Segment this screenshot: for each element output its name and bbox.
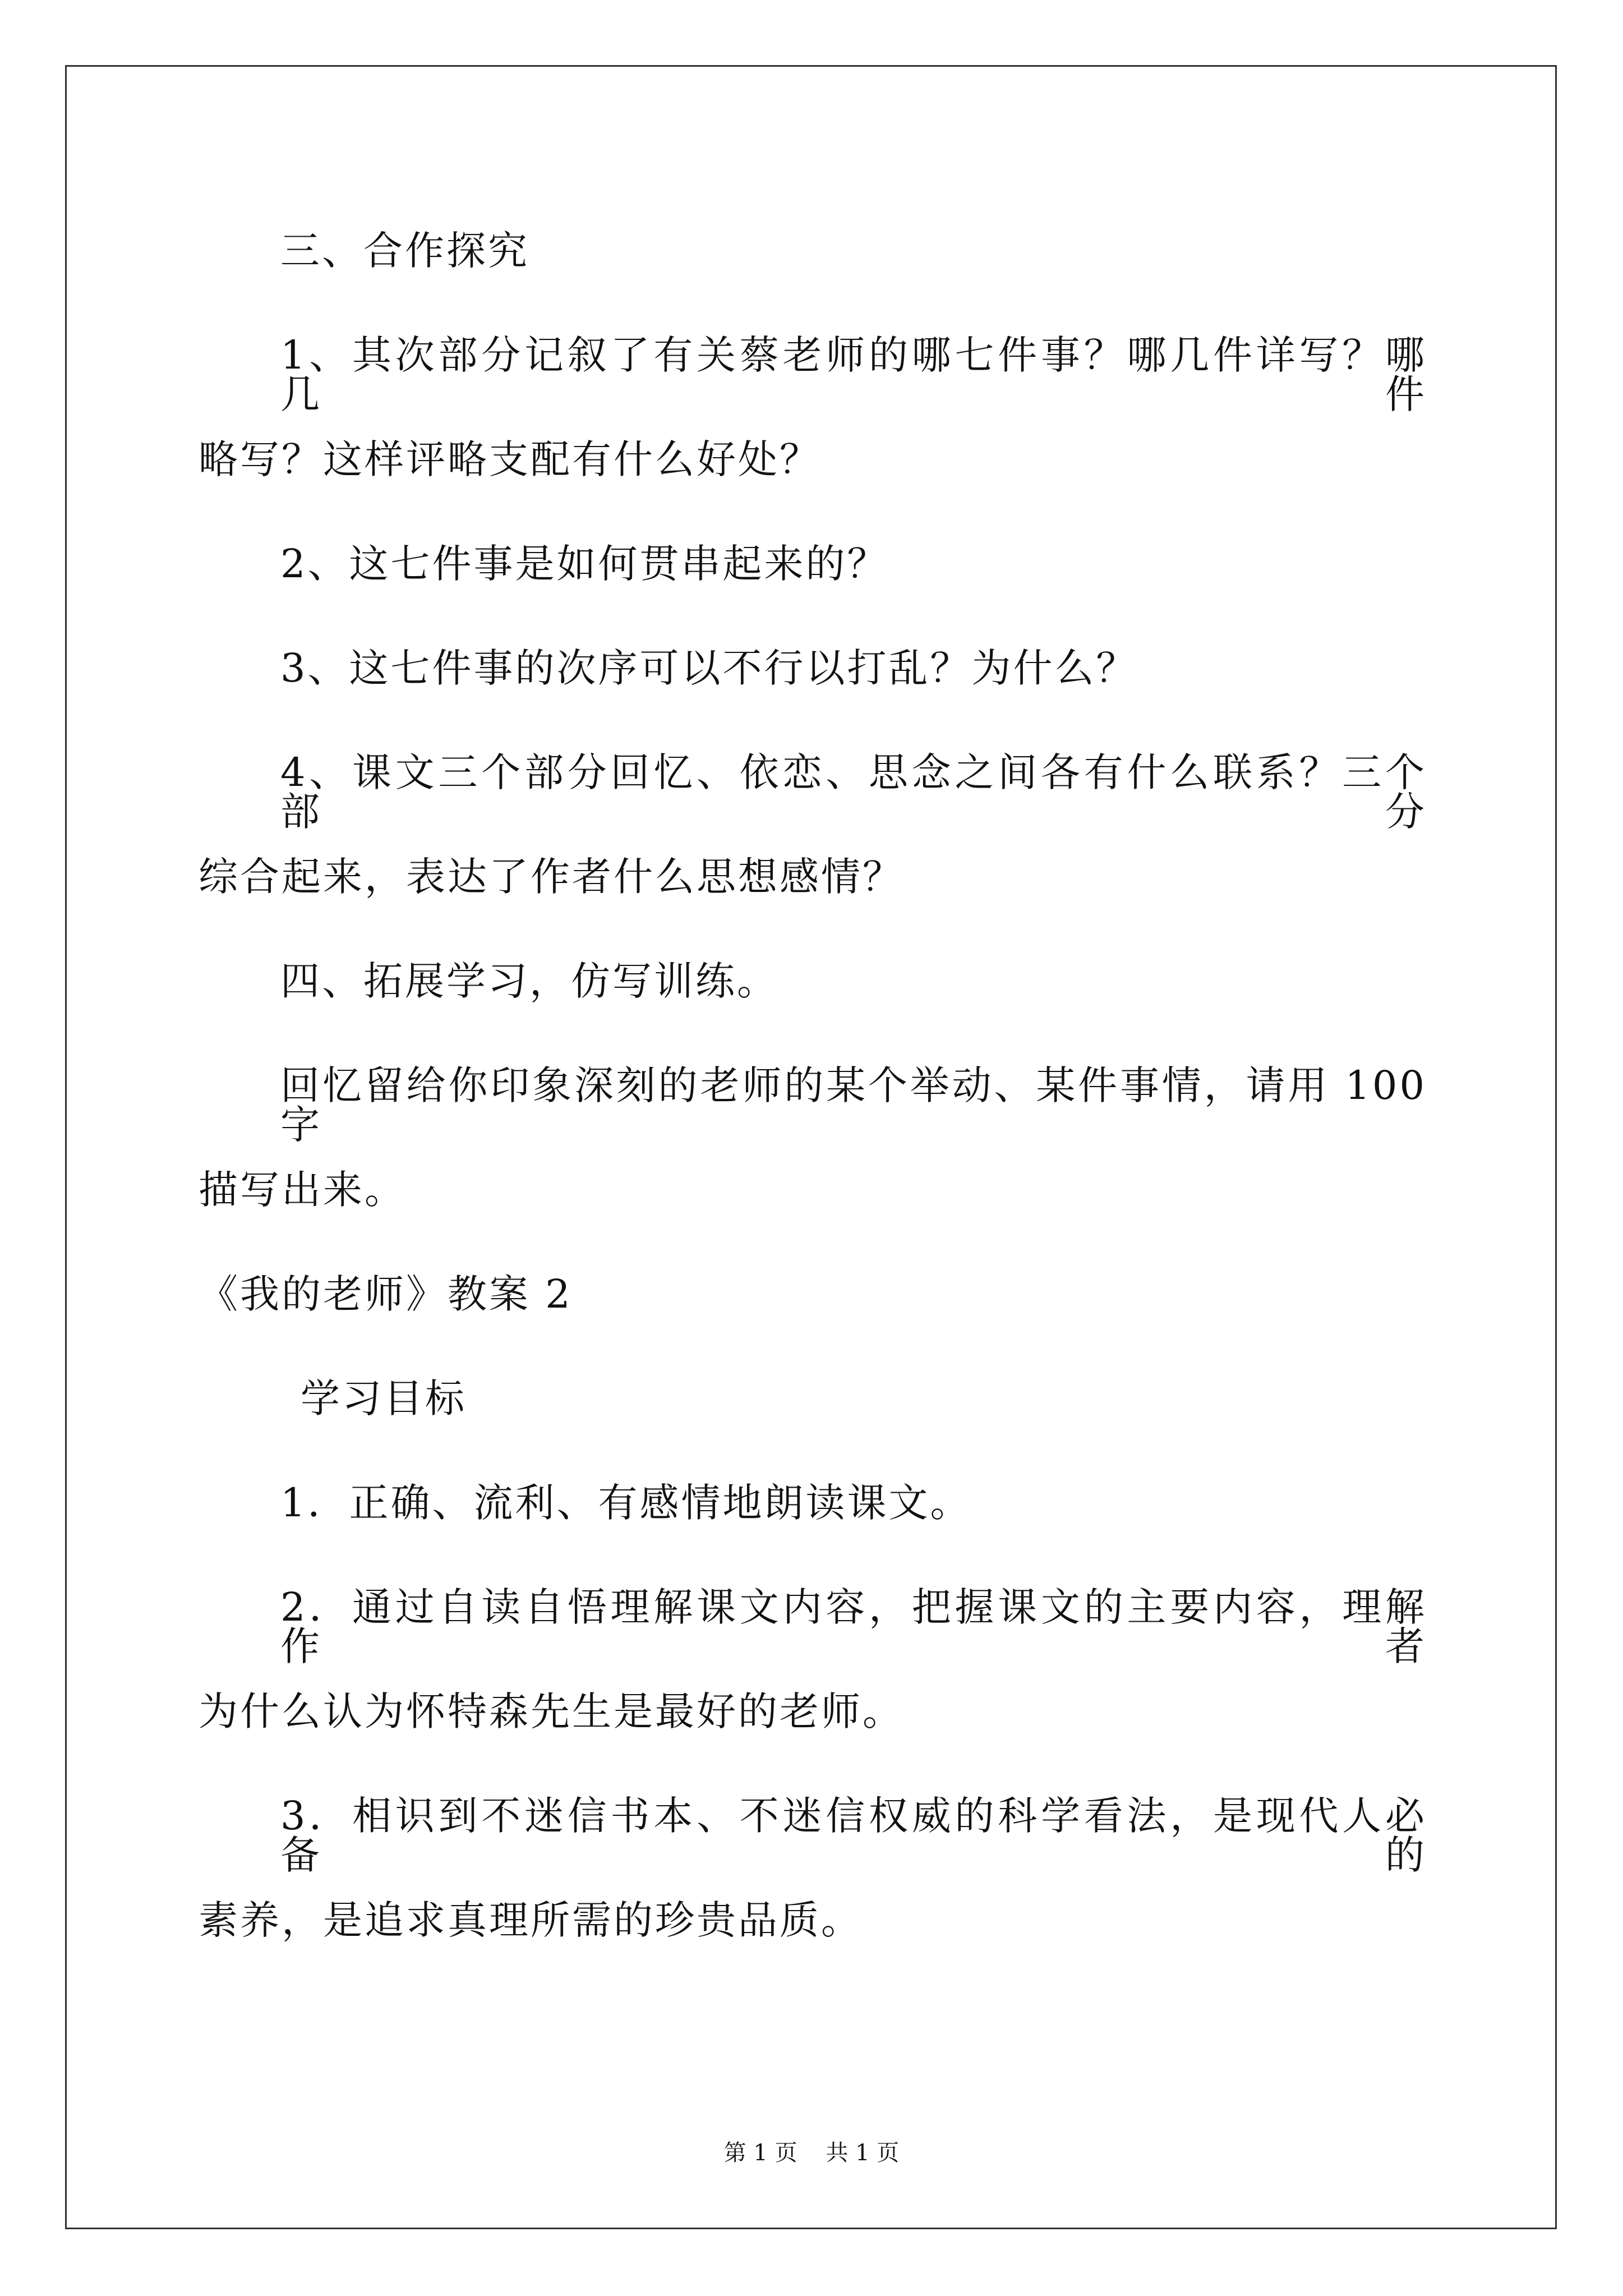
question-1-line-1: 1、其次部分记叙了有关蔡老师的哪七件事？哪几件详写？哪几件 — [280, 332, 1427, 417]
section-heading-extension: 四、拓展学习，仿写训练。 — [280, 958, 778, 1004]
page-footer: 第 1 页 共 1 页 — [723, 2140, 900, 2166]
question-2: 2、这七件事是如何贯串起来的？ — [280, 541, 889, 587]
question-1-line-2: 略写？这样评略支配有什么好处？ — [199, 436, 821, 482]
objective-3-line-1: 3．相识到不迷信书本、不迷信权威的科学看法，是现代人必备的 — [280, 1793, 1427, 1878]
objective-2-line-1: 2．通过自读自悟理解课文内容，把握课文的主要内容，理解作者 — [280, 1584, 1427, 1669]
objective-3-line-2: 素养，是追求真理所需的珍贵品质。 — [199, 1897, 863, 1943]
objective-1: 1．正确、流利、有感情地朗读课文。 — [280, 1480, 972, 1526]
question-4-line-1: 4、课文三个部分回忆、依恋、思念之间各有什么联系？三个部分 — [280, 749, 1427, 835]
learning-objectives-heading: 学习目标 — [301, 1375, 467, 1421]
question-4-line-2: 综合起来，表达了作者什么思想感情？ — [199, 854, 904, 900]
extension-task-line-2: 描写出来。 — [199, 1167, 406, 1213]
objective-2-line-2: 为什么认为怀特森先生是最好的老师。 — [199, 1688, 904, 1734]
lesson-plan-title: 《我的老师》教案 2 — [199, 1271, 573, 1317]
question-3: 3、这七件事的次序可以不行以打乱？为什么？ — [280, 645, 1138, 691]
extension-task-line-1: 回忆留给你印象深刻的老师的某个举动、某件事情，请用 100 字 — [280, 1062, 1427, 1148]
section-heading-cooperative-inquiry: 三、合作探究 — [280, 228, 529, 274]
